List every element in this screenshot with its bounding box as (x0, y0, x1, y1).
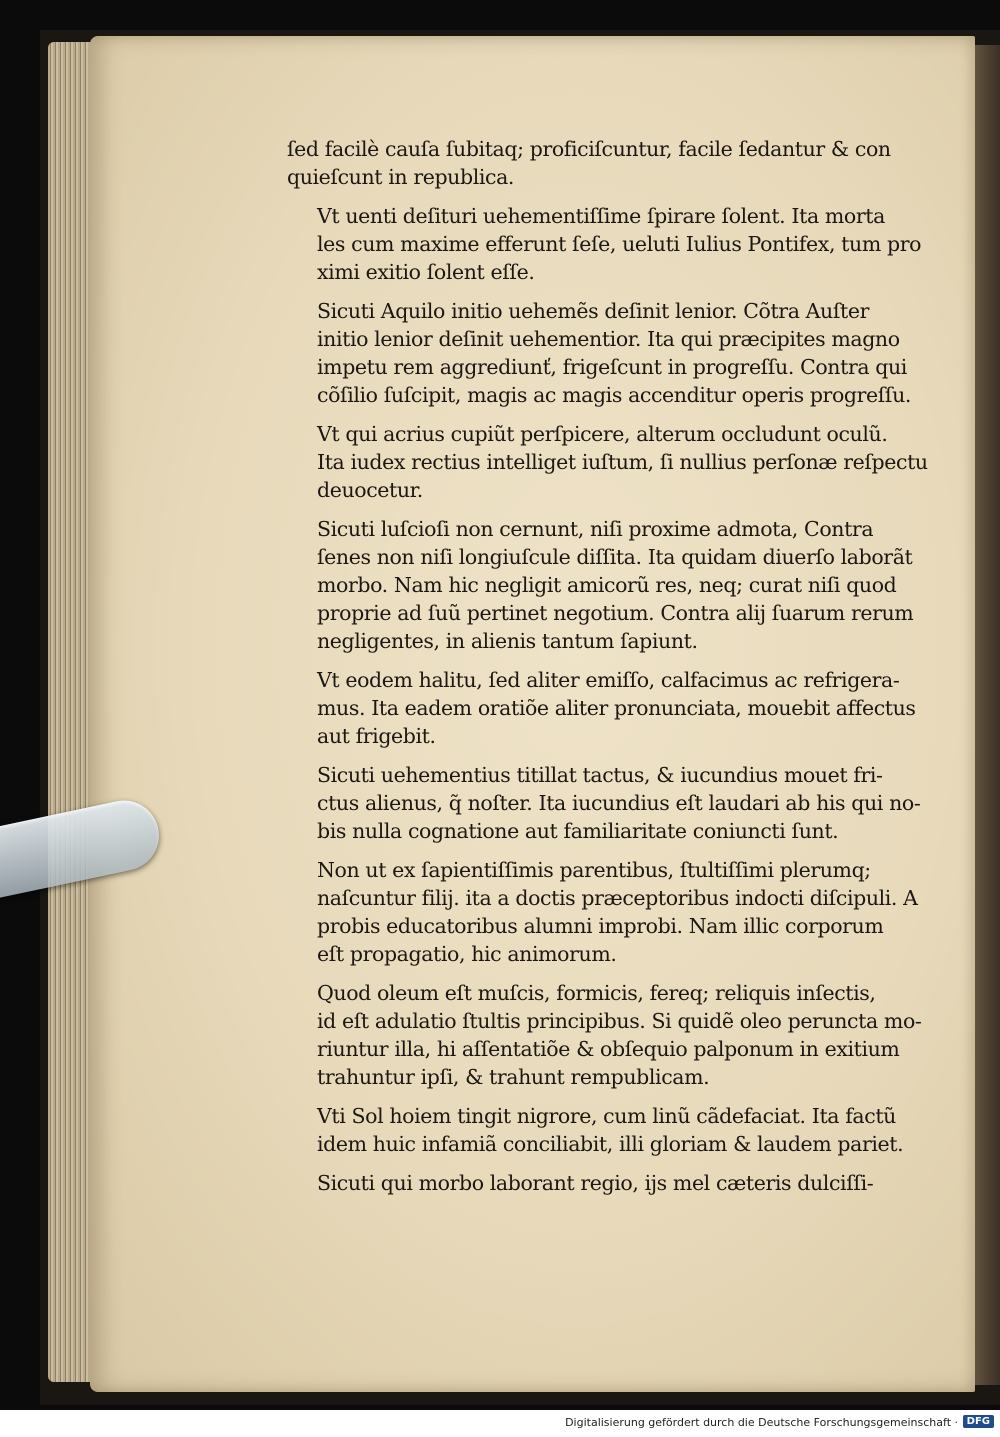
text-line: Vt uenti deſituri uehementiſſime ſpirare ſolent. Ita morta (317, 204, 885, 228)
paragraph (287, 761, 921, 845)
text-line: ſed facilè cauſa ſubitaq; proficiſcuntur, facile ſedantur & con (287, 137, 891, 161)
text-line: bis nulla cognatione aut familiaritate coniuncti ſunt. (317, 819, 839, 843)
text-line: eſt propagatio, hic animorum. (317, 942, 617, 966)
text-line: initio lenior deſinit uehementior. Ita qui præcipites magno (317, 327, 900, 351)
text-line: aut frigebit. (317, 724, 436, 748)
paragraph (287, 1169, 912, 1197)
text-line: riuntur illa, hi aſſentatiõe & obſequio palponum in exitium (317, 1037, 900, 1061)
page-text (287, 135, 928, 1208)
dfg-logo: DFG (963, 1415, 994, 1428)
text-line: Sicuti luſcioſi non cernunt, niſi proxime admota, Contra (317, 517, 874, 541)
paragraph (287, 297, 912, 409)
text-line: negligentes, in alienis tantum ſapiunt. (317, 629, 698, 653)
text-line: proprie ad ſuũ pertinet negotium. Contra alij ſuarum rerum (317, 601, 914, 625)
text-line: Vt eodem halitu, ſed aliter emiſſo, calfacimus ac refrigera- (317, 668, 900, 692)
text-line: Vti Sol hoiem tingit nigrore, cum linũ cãdefaciat. Ita factũ (317, 1104, 896, 1128)
text-line: ctus alienus, q̃ noſter. Ita iucundius eſt laudari ab his qui no- (317, 791, 921, 815)
text-line: Quod oleum eſt muſcis, formicis, fereq; reliquis inſectis, (317, 981, 876, 1005)
text-line: Non ut ex ſapientiſſimis parentibus, ſtultiſſimi plerumq; (317, 858, 871, 882)
footer-bar (0, 1410, 1000, 1437)
paragraph (287, 856, 918, 968)
paragraph (287, 666, 916, 750)
text-line: Sicuti qui morbo laborant regio, ijs mel cæteris dulciſſi- (317, 1171, 874, 1195)
text-line: quieſcunt in republica. (287, 165, 515, 189)
text-line: les cum maxime efferunt ſeſe, ueluti Iulius Pontifex, tum pro (317, 232, 922, 256)
paragraph (287, 1102, 912, 1158)
paragraph (287, 135, 912, 191)
text-line: morbo. Nam hic negligit amicorũ res, neq; curat niſi quod (317, 573, 897, 597)
text-line: deuocetur. (317, 478, 423, 502)
text-line: probis educatoribus alumni improbi. Nam illic corporum (317, 914, 884, 938)
paragraph (287, 420, 928, 504)
text-line: Sicuti Aquilo initio uehemẽs deſinit lenior. Cõtra Auſter (317, 299, 869, 323)
text-line: Ita iudex rectius intelliget iuſtum, ſi nullius perſonæ reſpectu (317, 450, 928, 474)
paragraph (287, 979, 922, 1091)
text-line: impetu rem aggrediunť, frigeſcunt in progreſſu. Contra qui (317, 355, 907, 379)
paragraph (287, 515, 912, 655)
text-line: Vt qui acrius cupiũt perſpicere, alterum occludunt oculũ. (317, 422, 888, 446)
text-line: trahuntur ipſi, & trahunt rempublicam. (317, 1065, 710, 1089)
text-line: naſcuntur filij. ita a doctis præceptoribus indocti diſcipuli. A (317, 886, 918, 910)
text-line: cõſilio ſuſcipit, magis ac magis accenditur operis progreſſu. (317, 383, 912, 407)
text-line: mus. Ita eadem oratiõe aliter pronunciata, mouebit affectus (317, 696, 916, 720)
text-line: ſenes non niſi longiuſcule diſſita. Ita quidam diuerſo laborãt (317, 545, 913, 569)
paragraph (287, 202, 922, 286)
text-line: ximi exitio ſolent eſſe. (317, 260, 535, 284)
text-line: idem huic infamiã conciliabit, illi gloriam & laudem pariet. (317, 1132, 904, 1156)
footer-credit: Digitalisierung gefördert durch die Deutsche Forschungsgemeinschaft · (565, 1416, 958, 1429)
text-line: Sicuti uehementius titillat tactus, & iucundius mouet fri- (317, 763, 883, 787)
text-line: id eſt adulatio ſtultis principibus. Si quidẽ oleo peruncta mo- (317, 1009, 922, 1033)
